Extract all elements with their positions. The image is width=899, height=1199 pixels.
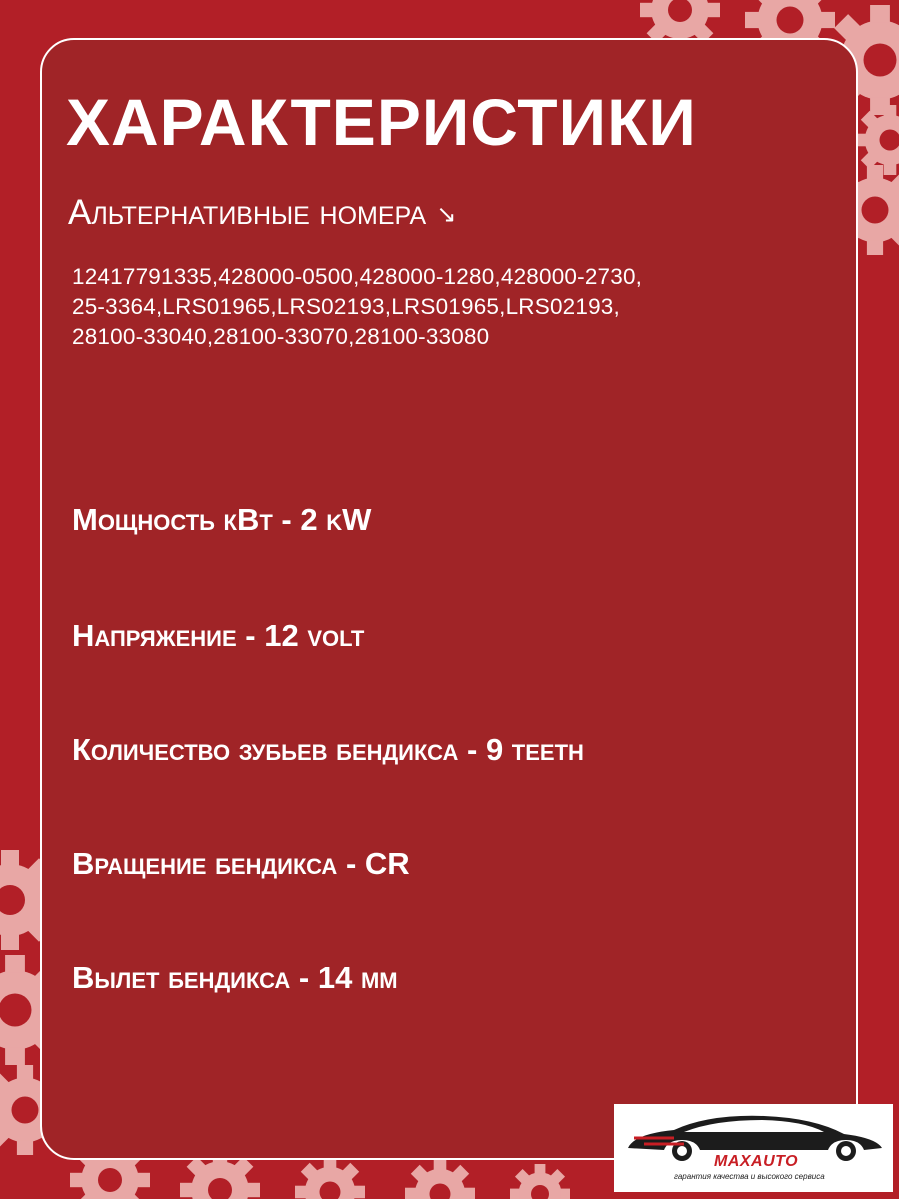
brand-tagline: гарантия качества и высокого сервиса [674, 1172, 825, 1181]
spec-teeth-count: Количество зубьев бендикса - 9 teeth [72, 732, 584, 767]
alternative-numbers-line: 28100-33040,28100-33070,28100-33080 [72, 324, 490, 349]
page-title: ХАРАКТЕРИСТИКИ [66, 85, 697, 159]
spec-rotation: Вращение бендикса - CR [72, 846, 410, 881]
characteristics-card [40, 38, 858, 1160]
spec-voltage: Напряжение - 12 volt [72, 618, 365, 653]
spec-value: 2 kW [300, 502, 372, 537]
arrow-down-right-icon: ↘ [436, 201, 457, 229]
spec-label: Вылет бендикса [72, 960, 291, 995]
spec-value: 12 volt [264, 618, 365, 653]
spec-label: Вращение бендикса [72, 846, 338, 881]
spec-label: Напряжение [72, 618, 237, 653]
spec-label: Мощность кВт [72, 502, 273, 537]
spec-value: 9 teeth [485, 732, 584, 767]
alternative-numbers-list [72, 262, 812, 352]
brand-name: MAXAUTO [714, 1153, 799, 1170]
spec-value: 14 мм [317, 960, 398, 995]
spec-power: Мощность кВт - 2 kW [72, 502, 372, 537]
spec-label: Количество зубьев бендикса [72, 732, 459, 767]
brand-logo [614, 1104, 893, 1192]
alternative-numbers-line: 25-3364,LRS01965,LRS02193,LRS01965,LRS02193, [72, 294, 620, 319]
spec-offset: Вылет бендикса - 14 мм [72, 960, 398, 995]
alternative-numbers-heading [68, 193, 456, 233]
alternative-numbers-line: 12417791335,428000-0500,428000-1280,428000-2730, [72, 264, 643, 289]
spec-value: CR [364, 846, 410, 881]
alternative-numbers-label: Альтернативные номера [68, 193, 427, 232]
